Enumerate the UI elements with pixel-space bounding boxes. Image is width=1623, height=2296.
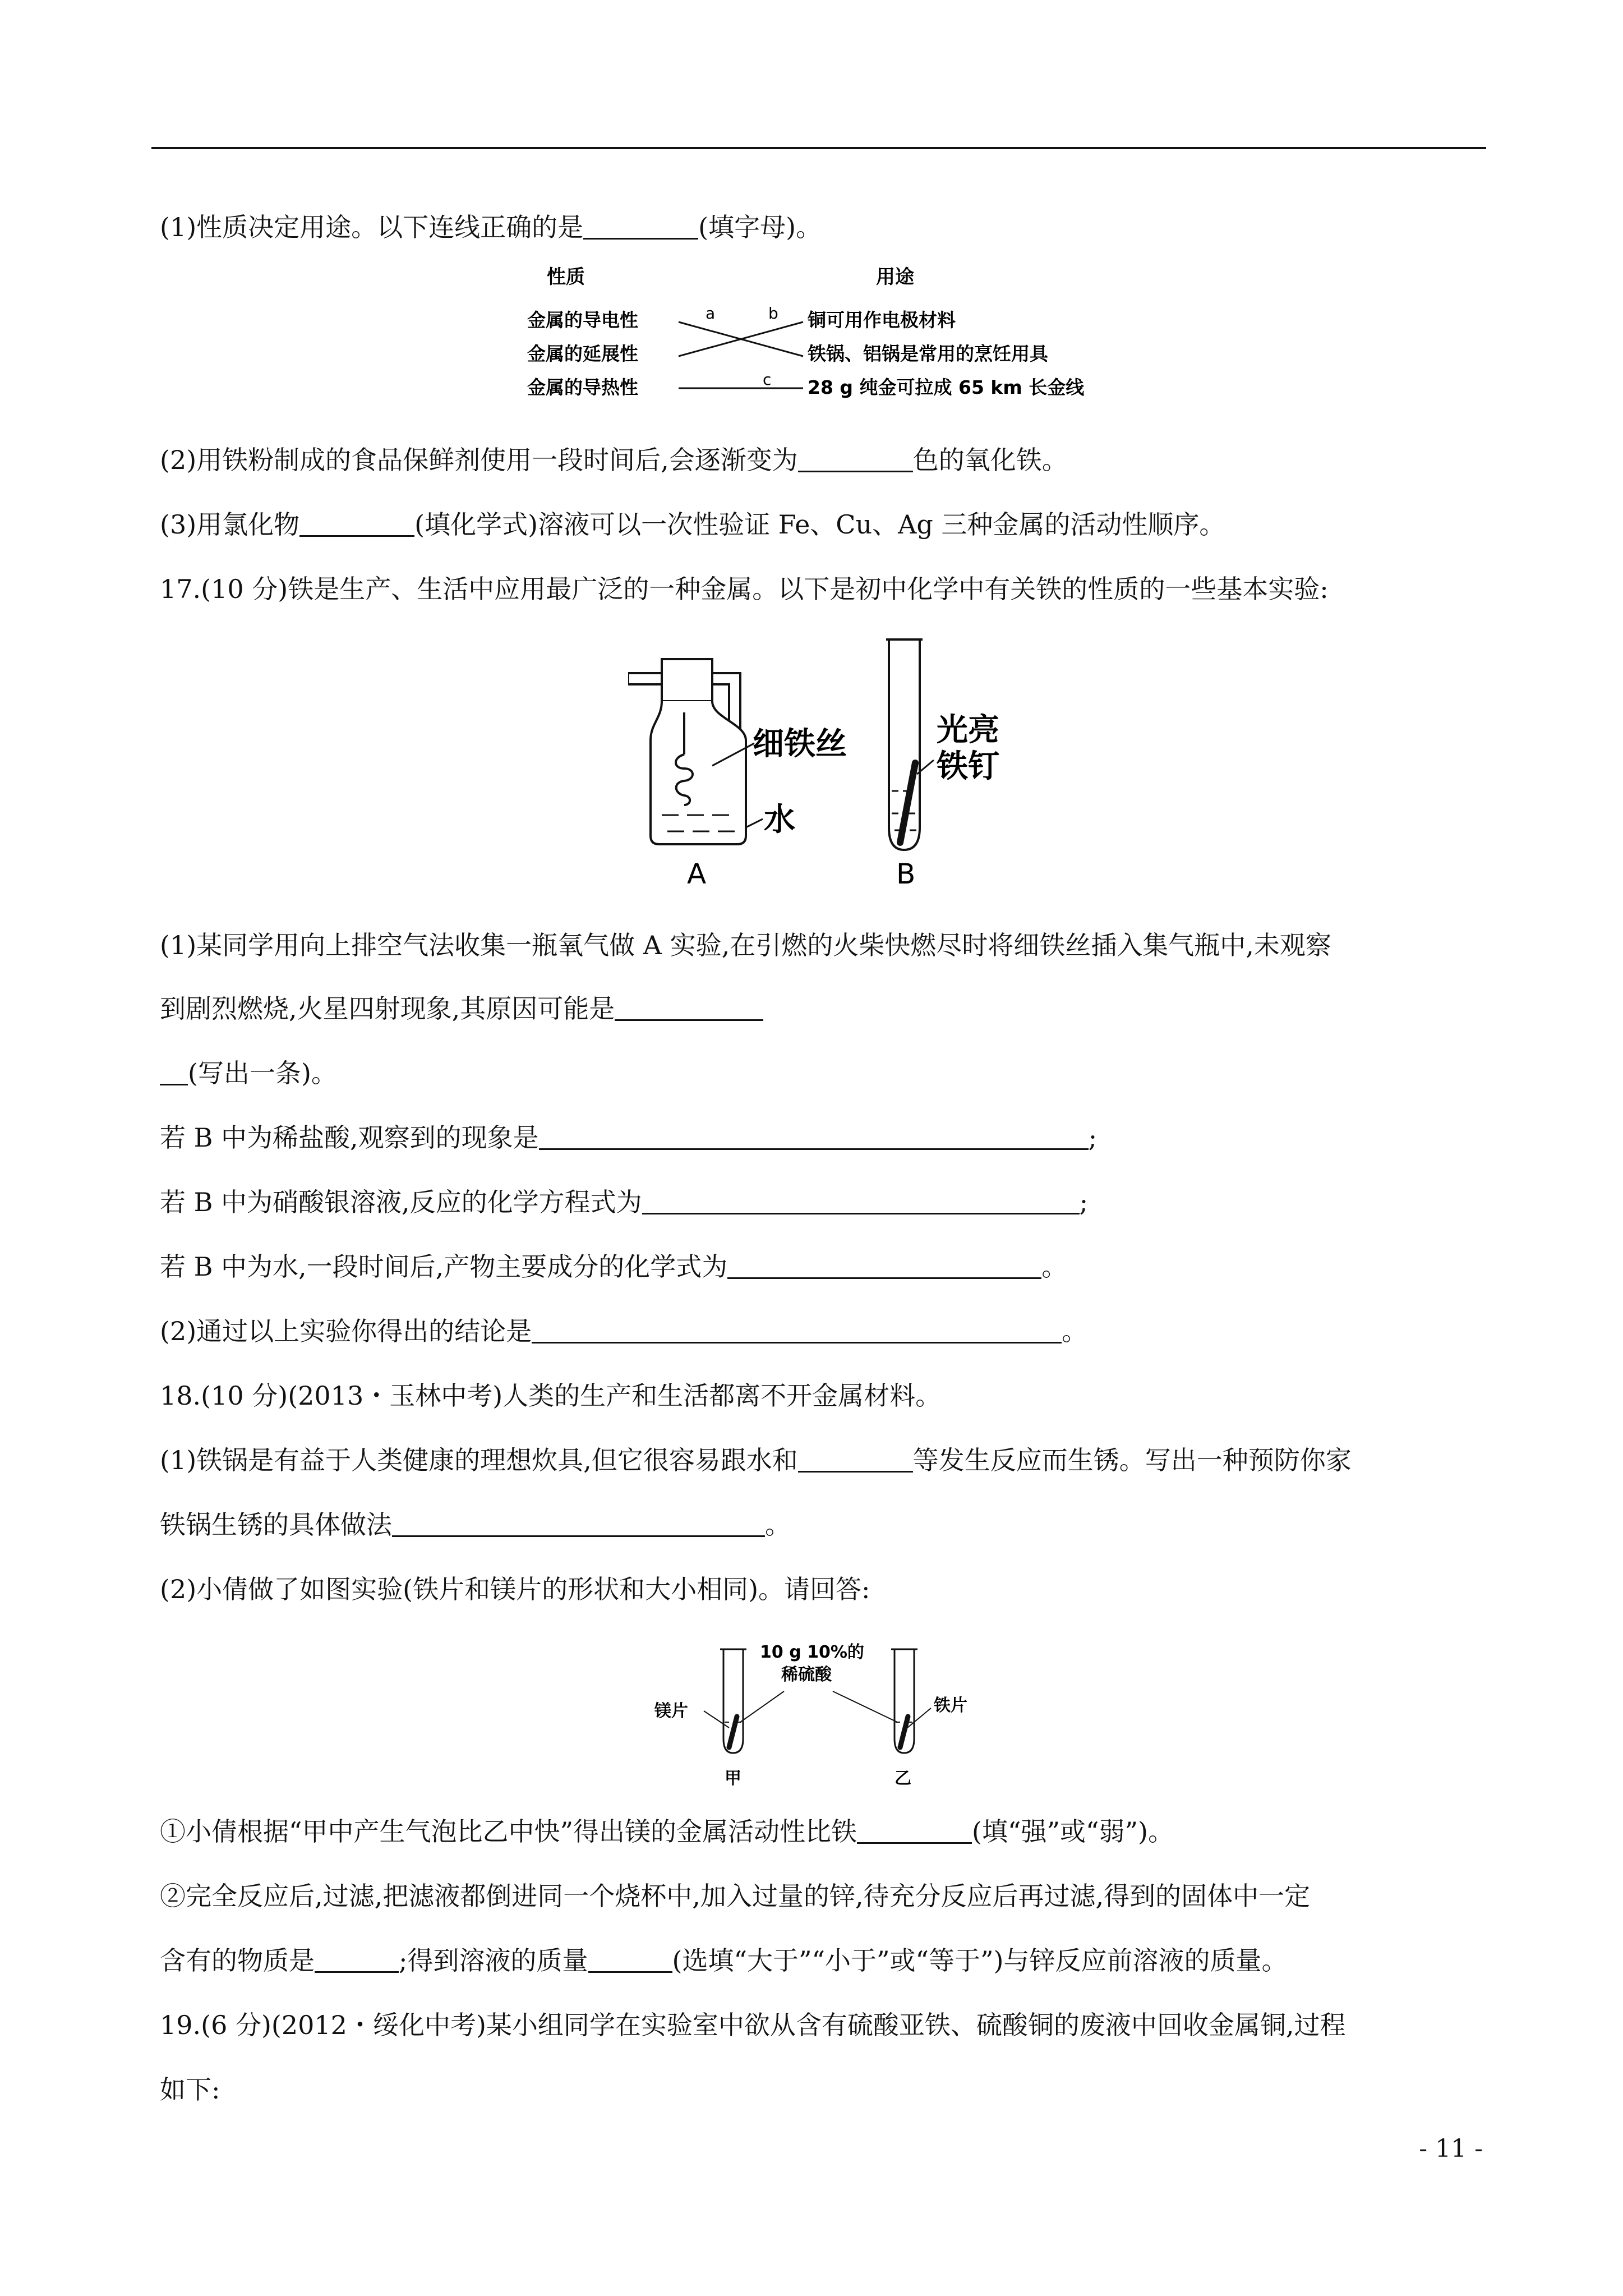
q18-part2: (2)小倩做了如图实验(铁片和镁片的形状和大小相同)。请回答: <box>160 1574 870 1604</box>
matching-diagram <box>527 264 1122 415</box>
experiment-figure-b <box>875 634 1054 892</box>
match-right-1: 铜可用作电极材料 <box>808 309 956 331</box>
label-bright-line1: 光亮 <box>937 712 999 748</box>
q17-part1-line2: 到剧烈燃烧,火星四射现象,其原因可能是 <box>160 992 763 1025</box>
label-bright-line2: 铁钉 <box>937 748 999 785</box>
caption-a: A <box>687 858 707 890</box>
caption-b: B <box>896 858 916 890</box>
match-header-right: 用途 <box>876 266 914 288</box>
q16-part2: (2)用铁粉制成的食品保鲜剂使用一段时间后,会逐渐变为 色的氧化铁。 <box>160 445 1068 475</box>
q17-intro: 17.(10 分)铁是生产、生活中应用最广泛的一种金属。以下是初中化学中有关铁的性质的一些基本实验: <box>160 574 1329 604</box>
answer-blank[interactable] <box>539 1126 1089 1150</box>
q18-part1-line2: 铁锅生锈的具体做法 。 <box>160 1510 791 1540</box>
caption-jia: 甲 <box>725 1769 741 1788</box>
q18-intro: 18.(10 分)(2013・玉林中考)人类的生产和生活都离不开金属材料。 <box>160 1381 942 1411</box>
match-left-3: 金属的导热性 <box>527 376 638 398</box>
q18-part1-line1: (1)铁锅是有益于人类健康的理想炊具,但它很容易跟水和 等发生反应而生锈。写出一种预防你家 <box>160 1445 1352 1475</box>
q16-part1: (1)性质决定用途。以下连线正确的是 (填字母)。 <box>160 212 822 242</box>
answer-blank[interactable] <box>615 997 763 1021</box>
answer-blank[interactable] <box>392 1513 765 1537</box>
label-water: 水 <box>764 802 795 838</box>
page-number: - 11 - <box>1419 2134 1483 2163</box>
q16-part3: (3)用氯化物 (填化学式)溶液可以一次性验证 Fe、Cu、Ag 三种金属的活动性顺序。 <box>160 509 1225 540</box>
answer-blank[interactable] <box>727 1255 1041 1279</box>
header-rule <box>151 147 1486 149</box>
answer-blank[interactable] <box>798 1448 913 1473</box>
match-label-b: b <box>768 304 778 323</box>
match-left-1: 金属的导电性 <box>527 309 638 331</box>
q17-part1-line3: (写出一条)。 <box>160 1056 337 1090</box>
answer-blank[interactable] <box>160 1061 188 1085</box>
q17-b-agno3: 若 B 中为硝酸银溶液,反应的化学方程式为 ; <box>160 1187 1089 1217</box>
answer-blank[interactable] <box>583 215 698 240</box>
answer-blank[interactable] <box>642 1190 1080 1214</box>
label-fine-iron-wire: 细铁丝 <box>753 726 847 762</box>
match-left-2: 金属的延展性 <box>527 343 638 365</box>
q17-b-hcl: 若 B 中为稀盐酸,观察到的现象是 ; <box>160 1122 1098 1153</box>
label-mg-strip: 镁片 <box>654 1701 688 1721</box>
q19-line2: 如下: <box>160 2074 220 2105</box>
match-header-left: 性质 <box>547 266 585 288</box>
q19-line1: 19.(6 分)(2012・绥化中考)某小组同学在实验室中欲从含有硫酸亚铁、硫酸铜的废液中回收金属铜,过程 <box>160 2010 1346 2040</box>
label-fe-strip: 铁片 <box>934 1696 967 1715</box>
experiment-figure-mg-fe <box>639 1632 998 1801</box>
label-acid-line2: 稀硫酸 <box>781 1665 832 1685</box>
q18-sub2-line2: 含有的物质是 ;得到溶液的质量 (选填“大于”“小于”或“等于”)与锌反应前溶液的质量。 <box>160 1945 1288 1976</box>
answer-blank[interactable] <box>798 448 913 472</box>
match-right-3: 28 g 纯金可拉成 65 km 长金线 <box>808 376 1085 398</box>
caption-yi: 乙 <box>895 1769 911 1788</box>
q17-b-water: 若 B 中为水,一段时间后,产物主要成分的化学式为 。 <box>160 1251 1068 1282</box>
match-right-2: 铁锅、铝锅是常用的烹饪用具 <box>808 343 1048 365</box>
answer-blank[interactable] <box>315 1949 399 1973</box>
match-label-a: a <box>706 304 716 323</box>
match-label-c: c <box>763 370 772 389</box>
q17-part2: (2)通过以上实验你得出的结论是 。 <box>160 1316 1088 1346</box>
experiment-figure-a <box>628 634 864 892</box>
q17-part1-line1: (1)某同学用向上排空气法收集一瓶氧气做 A 实验,在引燃的火柴快燃尽时将细铁丝插入集气瓶中,未观察 <box>160 930 1331 960</box>
answer-blank[interactable] <box>532 1319 1062 1343</box>
label-acid-line1: 10 g 10%的 <box>760 1642 864 1662</box>
q18-sub1: ①小倩根据“甲中产生气泡比乙中快”得出镁的金属活动性比铁 (填“强”或“弱”)。 <box>160 1816 1174 1847</box>
answer-blank[interactable] <box>588 1949 672 1973</box>
answer-blank[interactable] <box>299 513 414 537</box>
answer-blank[interactable] <box>857 1820 972 1844</box>
q18-sub2-line1: ②完全反应后,过滤,把滤液都倒进同一个烧杯中,加入过量的锌,待充分反应后再过滤,得到的固体中一定 <box>160 1881 1311 1911</box>
